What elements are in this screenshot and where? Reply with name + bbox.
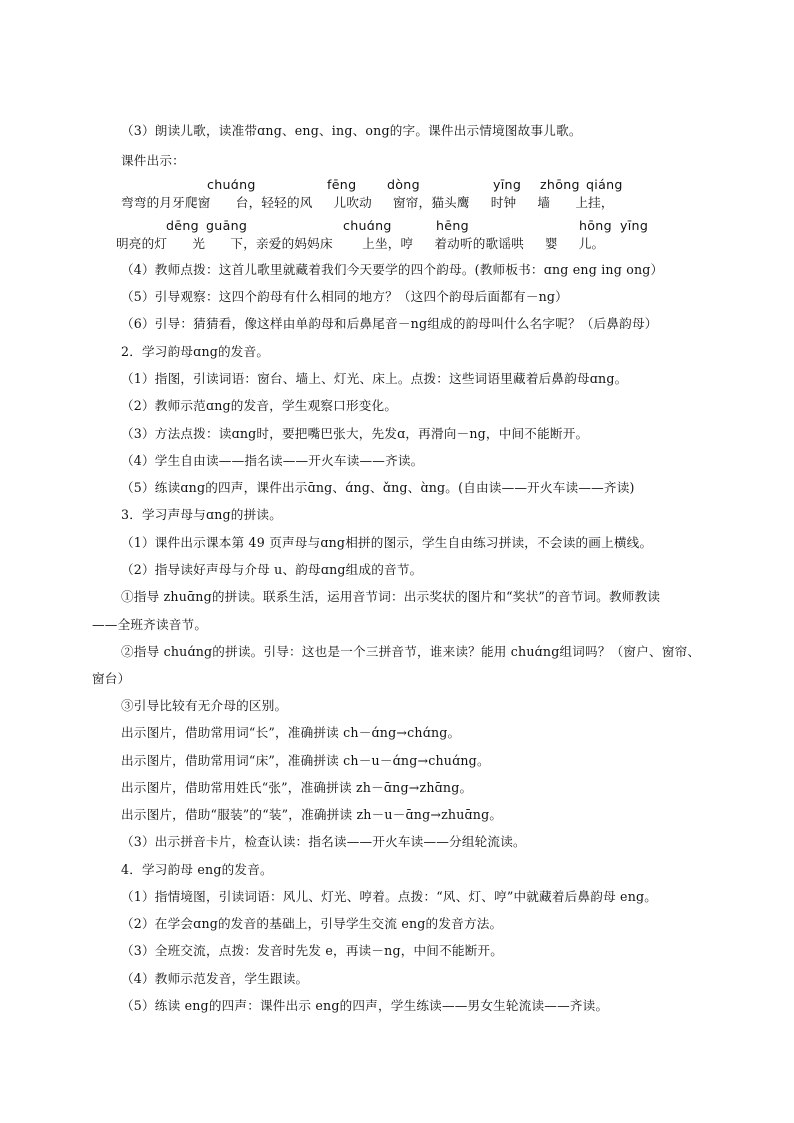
text-line: （2）指导读好声母与介母 u、韵母ɑng组成的音节。 (121, 562, 423, 577)
text-line: （3）全班交流，点拨：发音时先发 e，再读－ng，中间不能断开。 (121, 943, 504, 958)
text-line: ——全班齐读音节。 (92, 617, 208, 632)
text-line: （1）指情境图，引读词语：风儿、灯光、哼着。点拨：“风、灯、哼”中就藏着后鼻韵母 eng。 (121, 889, 658, 904)
pinyin-annotation: dòng (387, 177, 420, 192)
text-line: 出示图片，借助常用词“床”，准确拼读 ch－u－ɑ́ng→chuɑ́ng。 (121, 753, 490, 768)
pinyin-annotation: guāng (206, 218, 248, 233)
pinyin-annotation: dēng (166, 218, 199, 233)
pinyin-annotation: chuɑ́ng (343, 218, 392, 233)
text-line: 出示图片，借助常用词“长”，准确拼读 ch－ɑ́ng→chɑ́ng。 (121, 725, 461, 740)
text-line: （1）课件出示课本第 49 页声母与ɑng相拼的图示，学生自由练习拼读，不会读的画上横线。 (121, 535, 653, 550)
text-line: ③引导比较有无介母的区别。 (121, 698, 288, 713)
pinyin-annotation: hōng (579, 218, 612, 233)
pinyin-annotation: chuɑ́ng (207, 177, 256, 192)
text-line: （5）练读 eng的四声：课件出示 eng的四声，学生练读——男女生轮流读——齐读。 (121, 998, 609, 1013)
text-line: 出示图片，借助常用姓氏“张”，准确拼读 zh－ɑ̄ng→zhɑ̄ng。 (121, 780, 473, 795)
text-line: （5）练读ɑng的四声，课件出示ɑ̄ng、ɑ́ng、ɑ̌ng、ɑ̀ng。(自由读——开火车读——齐读) (121, 480, 635, 495)
text-line: （3）方法点拨：读ɑng时，要把嘴巴张大，先发ɑ，再滑向－ng，中间不能断开。 (121, 426, 589, 441)
text-line: （3）出示拼音卡片，检查认读：指名读——开火车读——分组轮流读。 (121, 834, 526, 849)
section-heading: 4．学习韵母 eng的发音。 (121, 862, 273, 877)
poem-line: 弯弯的月牙爬窗 台，轻轻的风 儿吹动 窗帘，猫头鹰 时钟 墙 上挂， (121, 195, 614, 210)
text-line: ②指导 chuɑ́ng的拼读。引导：这也是一个三拼音节，谁来读？能用 chuɑ́ng组词吗？（窗户、窗帘、 (121, 644, 701, 659)
text-line: 课件出示： (121, 153, 185, 168)
text-line: （5）引导观察：这四个韵母有什么相同的地方？（这四个韵母后面都有－ng） (121, 289, 568, 304)
pinyin-annotation: yīng (493, 177, 522, 192)
text-line: （3）朗读儿歌，读准带ɑng、eng、ing、ong的字。课件出示情境图故事儿歌。 (121, 123, 582, 138)
text-line: （2）在学会ɑng的发音的基础上，引导学生交流 eng的发音方法。 (121, 916, 503, 931)
poem-line: 明亮的灯 光 下，亲爱的妈妈床 上坐，哼 着动听的歌谣哄 婴 儿。 (116, 236, 605, 251)
text-line: （4）教师点拨：这首儿歌里就藏着我们今天要学的四个韵母。(教师板书：ɑng eng ing ong） (121, 262, 664, 277)
text-line: （1）指图，引读词语：窗台、墙上、灯光、床上。点拨：这些词语里藏着后鼻韵母ɑng。 (121, 371, 628, 386)
pinyin-annotation: hēng (436, 218, 469, 233)
text-line: 窗台） (92, 671, 131, 686)
pinyin-annotation: qiáng (586, 177, 623, 192)
text-line: （6）引导：猜猜看，像这样由单韵母和后鼻尾音－ng组成的韵母叫什么名字呢？（后鼻韵母） (121, 316, 658, 331)
text-line: （2）教师示范ɑng的发音，学生观察口形变化。 (121, 398, 398, 413)
text-line: 出示图片，借助“服装”的“装”，准确拼读 zh－u－ɑ̄ng→zhuɑ̄ng。 (121, 807, 503, 822)
section-heading: 2．学习韵母ɑng的发音。 (121, 344, 270, 359)
section-heading: 3．学习声母与ɑng的拼读。 (121, 507, 282, 522)
pinyin-annotation: fēng (327, 177, 357, 192)
text-line: （4）学生自由读——指名读——开火车读——齐读。 (121, 453, 424, 468)
pinyin-annotation: yīng (620, 218, 649, 233)
text-line: ①指导 zhuɑ̄ng的拼读。联系生活，运用音节词：出示奖状的图片和“奖状”的音节词。教师教读 (121, 589, 661, 604)
pinyin-annotation: zhōng (540, 177, 580, 192)
text-line: （4）教师示范发音，学生跟读。 (121, 971, 309, 986)
